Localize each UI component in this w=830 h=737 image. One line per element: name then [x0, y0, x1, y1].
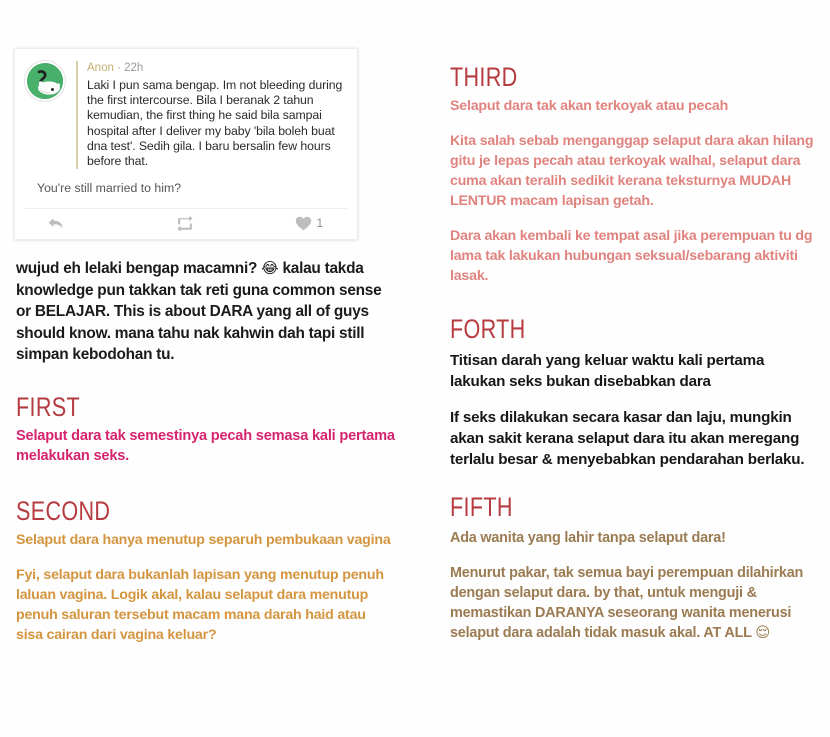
section-forth-paragraph-1: Titisan darah yang keluar waktu kali pertama lakukan seks bukan disebabkan dara: [450, 352, 765, 390]
section-fifth-paragraph-2: Menurut pakar, tak semua bayi perempuan dilahirkan dengan selaput dara. by that, untuk menguji & memastikan DARANYA seseorang wanita menerusi selaput dara adalah tidak masuk akal. AT ALL 😌: [450, 565, 804, 641]
repost-icon: [176, 216, 194, 231]
section-first-paragraph-1: Selaput dara tak semestinya pecah semasa kali pertama melakukan seks.: [16, 427, 395, 464]
section-fifth-heading: FIFTH: [450, 492, 513, 522]
section-fifth: [448, 492, 816, 643]
joy-emoji-icon: 😂: [261, 260, 279, 278]
left-column: [14, 48, 396, 727]
like-count: 1: [316, 217, 323, 230]
section-third: [448, 62, 816, 286]
post-timestamp: · 22h: [117, 62, 144, 74]
repost-button[interactable]: [139, 216, 231, 231]
section-second: [14, 496, 396, 645]
post-reply-text: You're still married to him?: [37, 181, 182, 196]
intro-text-before: wujud eh lelaki bengap macamni?: [16, 260, 258, 278]
section-third-paragraph-2: Kita salah sebab menganggap selaput dara akan hilang gitu je lepas pecah atau terkoyak walhal, selaput dara cuma akan teralih sedikit kerana teksturnya MUDAH LENTUR macam lapisan getah.: [450, 133, 814, 209]
section-second-paragraph-1: Selaput dara hanya menutup separuh pembukaan vagina: [16, 531, 391, 548]
cat-avatar-icon: [25, 61, 65, 101]
section-forth-body: [450, 350, 816, 470]
post-screenshot-card: [14, 48, 358, 240]
section-first-heading: FIRST: [16, 391, 80, 422]
section-forth-heading: FORTH: [450, 314, 526, 344]
post-header: [25, 61, 347, 169]
section-third-body: [450, 96, 816, 286]
reply-button[interactable]: [25, 216, 139, 231]
intro-text-after: kalau takda knowledge pun takkan tak reti guna common sense or BELAJAR. This is about DARA yang all of guys should know. mana tahu nak kahwin dah tapi still simpan kebodohan tu.: [16, 260, 382, 364]
heart-icon: [295, 216, 312, 231]
reply-arrow-icon: [47, 216, 64, 231]
post-text: Laki I pun sama bengap. Im not bleeding during the first intercourse. Bila I beranak 2 tahun kemudian, the first thing he said bila sampai hospital after I deliver my baby 'bila boleh buat dna test'. Sedih gila. I baru bersalin few hours before that.: [87, 78, 343, 169]
section-first-body: [16, 426, 396, 466]
section-second-body: [16, 530, 396, 645]
section-second-heading: SECOND: [16, 495, 111, 526]
section-third-paragraph-3: Dara akan kembali ke tempat asal jika perempuan tu dg lama tak lakukan hubungan seksual/sebarang aktiviti lasak.: [450, 228, 813, 284]
post-author: Anon: [87, 62, 114, 74]
section-fifth-paragraph-1: Ada wanita yang lahir tanpa selaput dara!: [450, 530, 726, 546]
post-meta: [87, 61, 347, 75]
like-button[interactable]: [231, 216, 347, 231]
section-first: [14, 392, 396, 466]
section-forth-paragraph-2: If seks dilakukan secara kasar dan laju, mungkin akan sakit kerana selaput dara itu akan meregang terlalu besar & menyebabkan pendarahan berlaku.: [450, 409, 805, 468]
post-body: [76, 61, 347, 169]
section-forth: [448, 314, 816, 470]
section-fifth-body: [450, 528, 816, 643]
post-actions-bar: [25, 208, 347, 231]
section-second-paragraph-2: Fyi, selaput dara bukanlah lapisan yang menutup penuh laluan vagina. Logik akal, kalau selaput dara menutup penuh saluran tersebut macam mana darah haid atau sisa cairan dari vagina keluar?: [16, 566, 384, 643]
right-column: [448, 48, 816, 727]
section-third-paragraph-1: Selaput dara tak akan terkoyak atau pecah: [450, 98, 729, 114]
intro-paragraph: [14, 258, 396, 366]
section-third-heading: THIRD: [450, 62, 518, 92]
